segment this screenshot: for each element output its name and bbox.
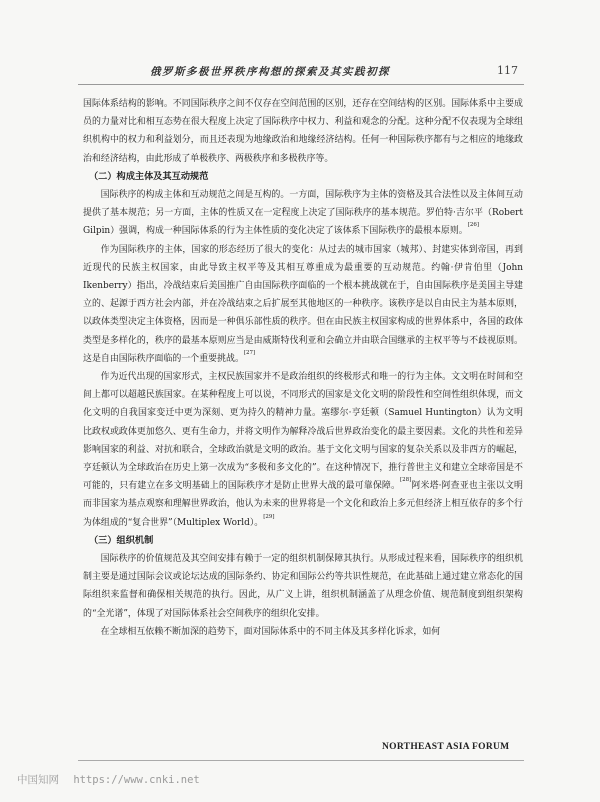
article-body — [83, 95, 523, 641]
watermark-url[interactable]: https://www.cnki.net — [73, 774, 200, 786]
running-header — [0, 62, 600, 82]
paragraph-6: 在全球相互依赖不断加深的趋势下，面对国际体系中的不同主体及其多样化诉求，如何 — [100, 626, 441, 637]
citation-27: [27] — [243, 349, 256, 356]
section-heading-3: （三）组织机制 — [89, 534, 154, 546]
watermark-logo: 中国知网 — [17, 774, 59, 786]
journal-title: NORTHEAST ASIA FORUM — [382, 742, 510, 752]
page-number: 117 — [497, 64, 518, 77]
paragraph-1: 国际体系结构的影响。不同国际秩序之间不仅存在空间范围的区别，还存在空间结构的区别。国际体系中主要成员的力量对比和相互态势在很大程度上决定了国际秩序中权力、利益和观念的分配。这种分配不仅表现为全球组织机构中的权力和利益划分，而且还表现为地缘政治和地缘经济结构。任何一种国际秩序都有与之相应的地缘政治和经济结构，由此形成了单极秩序、两极秩序和多极秩序等。 — [83, 99, 523, 164]
paragraph-4: 作为近代出现的国家形式，主权民族国家并不是政治组织的终极形式和唯一的行为主体。文文明在时间和空间上都可以超越民族国家。在某种程度上可以说，不同形式的国家是文化文明的阶段性和空间性组织体现，而文化文明的自我国家变迁中更为深刻、更为持久的精神力量。塞缪尔·亨廷顿（Samuel Huntington）认为文明比政权或政体更加悠久、更有生命力，并将文明作为解释冷战后世界政治变化的最主要因素。文化的共性和差异影响国家的利益、对抗和联合，全球政治就是文明的政治。基于文化文明与国家的复杂关系以及非西方的崛起，亨廷顿认为全球政治在历史上第一次成为“多极和多文化的”。在这种情况下，推行普世主义和建立全球帝国是不可能的，只有建立在多文明基础上的国际秩序才是防止世界大战的最可靠保障。[28]阿米塔·阿查亚也主张以文明而非国家为基点观察和理解世界政治，他认为未来的世界将是一个文化和政治上多元但经济上相互依存的多个行为体组成的“复合世界”（Multiplex World）。[29] — [83, 372, 523, 528]
paragraph-2: 国际秩序的构成主体和互动规范之间是互构的。一方面，国际秩序为主体的资格及其合法性以及主体间互动提供了基本规范；另一方面，主体的性质又在一定程度上决定了国际秩序的基本规范。罗伯特·吉尔平（Robert Gilpin）强调，构成一种国际体系的行为主体性质的变化决定了该体系下国际秩序的最根本原则。[26] — [83, 190, 523, 237]
footer-rule — [78, 760, 524, 761]
running-title: 俄罗斯多极世界秩序构想的探索及其实践初探 — [150, 66, 390, 78]
citation-28: [28] — [400, 477, 412, 484]
header-rule — [78, 84, 524, 85]
citation-29: [29] — [263, 513, 275, 520]
paragraph-3: 作为国际秩序的主体，国家的形态经历了很大的变化：从过去的城市国家（城邦）、封建实体到帝国，再到近现代的民族主权国家，由此导致主权平等及其相互尊重成为最重要的互动规范。约翰·伊肯伯里（John Ikenberry）指出，冷战结束后美国推广自由国际秩序面临的一个根本挑战就在于，自由国际秩序是美国主导建立的、起源于西方社会内部，并在冷战结束之后扩展至其他地区的一种秩序。该秩序是以自由民主为基本原则，以政体类型决定主体资格，因而是一种俱乐部性质的秩序。但在由民族主权国家构成的世界体系中，各国的政体类型是多样化的，秩序的最基本原则应当是由威斯特伐利亚和会确立并由联合国继承的主权平等与不歧视原则。这是自由国际秩序面临的一个重要挑战。[27] — [83, 244, 523, 364]
cnki-watermark — [17, 772, 200, 787]
paragraph-5: 国际秩序的价值规范及其空间安排有赖于一定的组织机制保障其执行。从形成过程来看，国际秩序的组织机制主要是通过国际会议或论坛达成的国际条约、协定和国际公约等共识性规范，在此基础上通过建立常态化的国际组织来监督和确保相关规范的执行。因此，从广义上讲，组织机制涵盖了从理念价值、规范制度到组织架构的“全光谱”，体现了对国际体系社会空间秩序的组织化安排。 — [83, 554, 523, 619]
section-heading-2: （二）构成主体及其互动规范 — [89, 170, 209, 182]
citation-26: [26] — [467, 222, 479, 229]
